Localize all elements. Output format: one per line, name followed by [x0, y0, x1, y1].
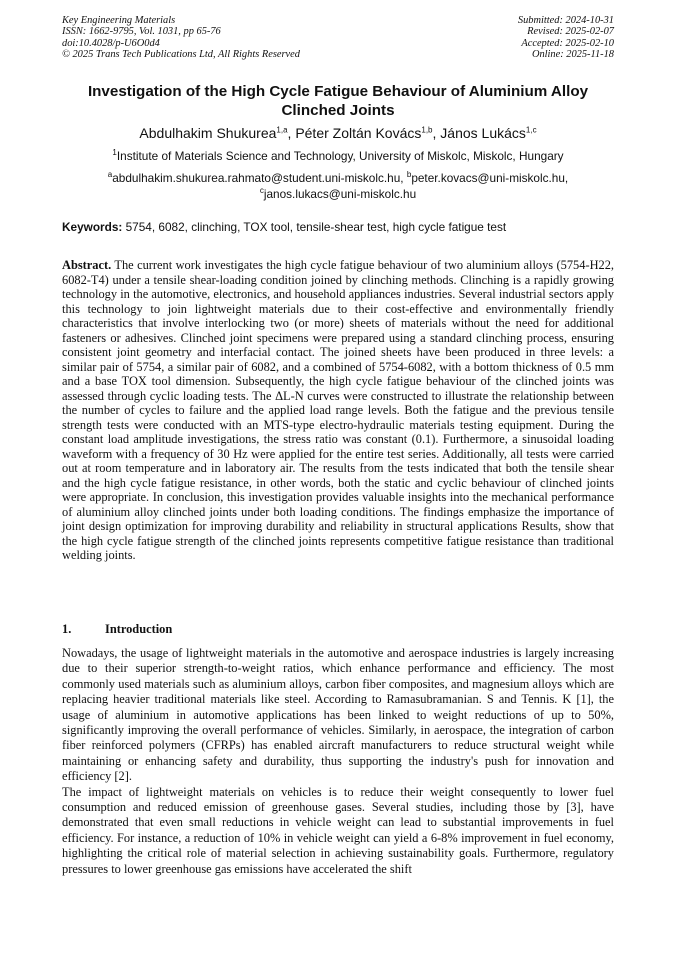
email-superscript: c	[259, 185, 264, 195]
publication-dates	[518, 15, 614, 60]
affiliation	[62, 149, 614, 164]
publication-info	[62, 15, 300, 60]
author-superscript: 1,b	[421, 125, 433, 135]
paper-title: Investigation of the High Cycle Fatigue Behaviour of Aluminium Alloy Clinched Joints	[87, 83, 589, 119]
author-separator: ,	[432, 125, 441, 141]
email-list	[62, 171, 614, 202]
accepted-date: Accepted: 2025-02-10	[521, 37, 614, 49]
author-superscript: 1,c	[525, 125, 537, 135]
section-heading	[62, 622, 614, 637]
abstract-text: The current work investigates the high cycle fatigue behaviour of two aluminium alloys (5754-H22, 6082-T4) under a tensile shear-loading condition joined by clinching methods. Clinching is a rapidly growing technology in the automotive, electronics, and household appliances industries. Several industrial sectors apply this technology to join lightweight materials due to their cost-effective and environmentally friendly characteristics that involve interlocking two (or more) sheets of materials without the need for additional fasteners or adhesives. Clinched joint specimens were prepared using a standard clinching process, ensuring consistent joint geometry and interfacial contact. The joined sheets have been produced in three levels: a similar pair of 5754, a similar pair of 6082, and a combined of 5754-6082, with a bottom thickness of 0.5 mm and a base TOX tool dimension. Subsequently, the high cycle fatigue behaviour of the clinched joints was assessed through cyclic loading tests. The ΔL-N curves were constructed to illustrate the relationship between the number of cycles to failure and the applied load range levels. Both the fatigue and the previous tensile strength tests were conducted with an MTS-type electro-hydraulic materials testing equipment. During the constant load amplitude investigations, the stress ratio was constant (0.1). Furthermore, a sinusoidal loading waveform with a frequency of 30 Hz were applied for the entire test series. Additionally, all tests were carried out at room temperature and in laboratory air. The results from the tests indicated that both the tensile shear and the high cycle fatigue resistance, in other words, both the static and cyclic behaviour of clinched joints were appropriate. In conclusion, this investigation provides valuable insights into the mechanical performance of aluminium alloy clinched joints under both loading conditions. The findings emphasize the importance of joint design optimization for improving durability and reliability in structural applications Results, show that the high cycle fatigue strength of the clinched joints represents competitive fatigue resistance than traditional welding joints.	[62, 258, 615, 562]
keywords-label: Keywords:	[62, 220, 123, 234]
email-superscript: b	[406, 170, 412, 180]
author-name: Péter Zoltán Kovács	[295, 125, 422, 141]
paragraph: Nowadays, the usage of lightweight materials in the automotive and aerospace industries is largely increasing due to their superior strength-to-weight ratios, which enhance performance and efficiency. The most commonly used materials such as aluminium alloys, carbon fiber composites, and magnesium alloys which are replacing heavier traditional materials like steel. According to Ramasubramanian. S and Tennis. K [1], the usage of aluminium in automotive applications has been linked to weight reductions of up to 50%, significantly improving the overall performance of vehicles. Similarly, in aerospace, the integration of carbon fiber reinforced polymers (CFRPs) has enabled aircraft manufacturers to reduce structural weight while maintaining or enhancing safety and durability, thus supporting the industry's push for innovation and efficiency [2].	[62, 646, 614, 784]
author-list	[62, 124, 614, 142]
keywords	[62, 220, 614, 235]
abstract	[62, 258, 614, 563]
revised-date: Revised: 2025-02-07	[527, 26, 614, 38]
copyright-line: © 2025 Trans Tech Publications Ltd, All Rights Reserved	[62, 48, 300, 60]
online-date: Online: 2025-11-18	[531, 48, 614, 60]
author-name: János Lukács	[440, 125, 526, 141]
introduction-body	[62, 646, 614, 877]
doi-line: doi:10.4028/p-U6O0d4	[62, 37, 160, 49]
email-address: janos.lukacs@uni-miskolc.hu	[263, 186, 417, 201]
affiliation-superscript: 1	[112, 148, 117, 158]
email-address: abdulhakim.shukurea.rahmato@student.uni-miskolc.hu,	[112, 171, 407, 185]
email-superscript: a	[107, 170, 113, 180]
section-title: Introduction	[105, 622, 173, 636]
paragraph: The impact of lightweight materials on vehicles is to reduce their weight consequently to lower fuel consumption and reduced emission of greenhouse gases. Several studies, including those by [3], have demonstrated that even small reductions in vehicle weight can lead to substantial improvements in fuel efficiency. For instance, a reduction of 10% in vehicle weight can yield a 6-8% improvement in fuel economy, highlighting the critical role of material selection in achieving sustainability goals. Furthermore, regulatory pressures to lower greenhouse gas emissions have accelerated the shift	[62, 784, 614, 876]
journal-name: Key Engineering Materials	[62, 15, 176, 26]
section-number: 1.	[62, 622, 72, 636]
keywords-text: 5754, 6082, clinching, TOX tool, tensile-shear test, high cycle fatigue test	[125, 220, 507, 234]
issn-line: ISSN: 1662-9795, Vol. 1031, pp 65-76	[62, 26, 221, 38]
abstract-label: Abstract.	[62, 258, 112, 272]
author-name: Abdulhakim Shukurea	[139, 125, 277, 141]
email-address: peter.kovacs@uni-miskolc.hu,	[411, 171, 569, 185]
affiliation-text: Institute of Materials Science and Technology, University of Miskolc, Miskolc, Hungary	[116, 149, 564, 163]
author-superscript: 1,a	[276, 125, 288, 135]
submitted-date: Submitted: 2024-10-31	[517, 15, 614, 26]
author-separator: ,	[287, 125, 296, 141]
